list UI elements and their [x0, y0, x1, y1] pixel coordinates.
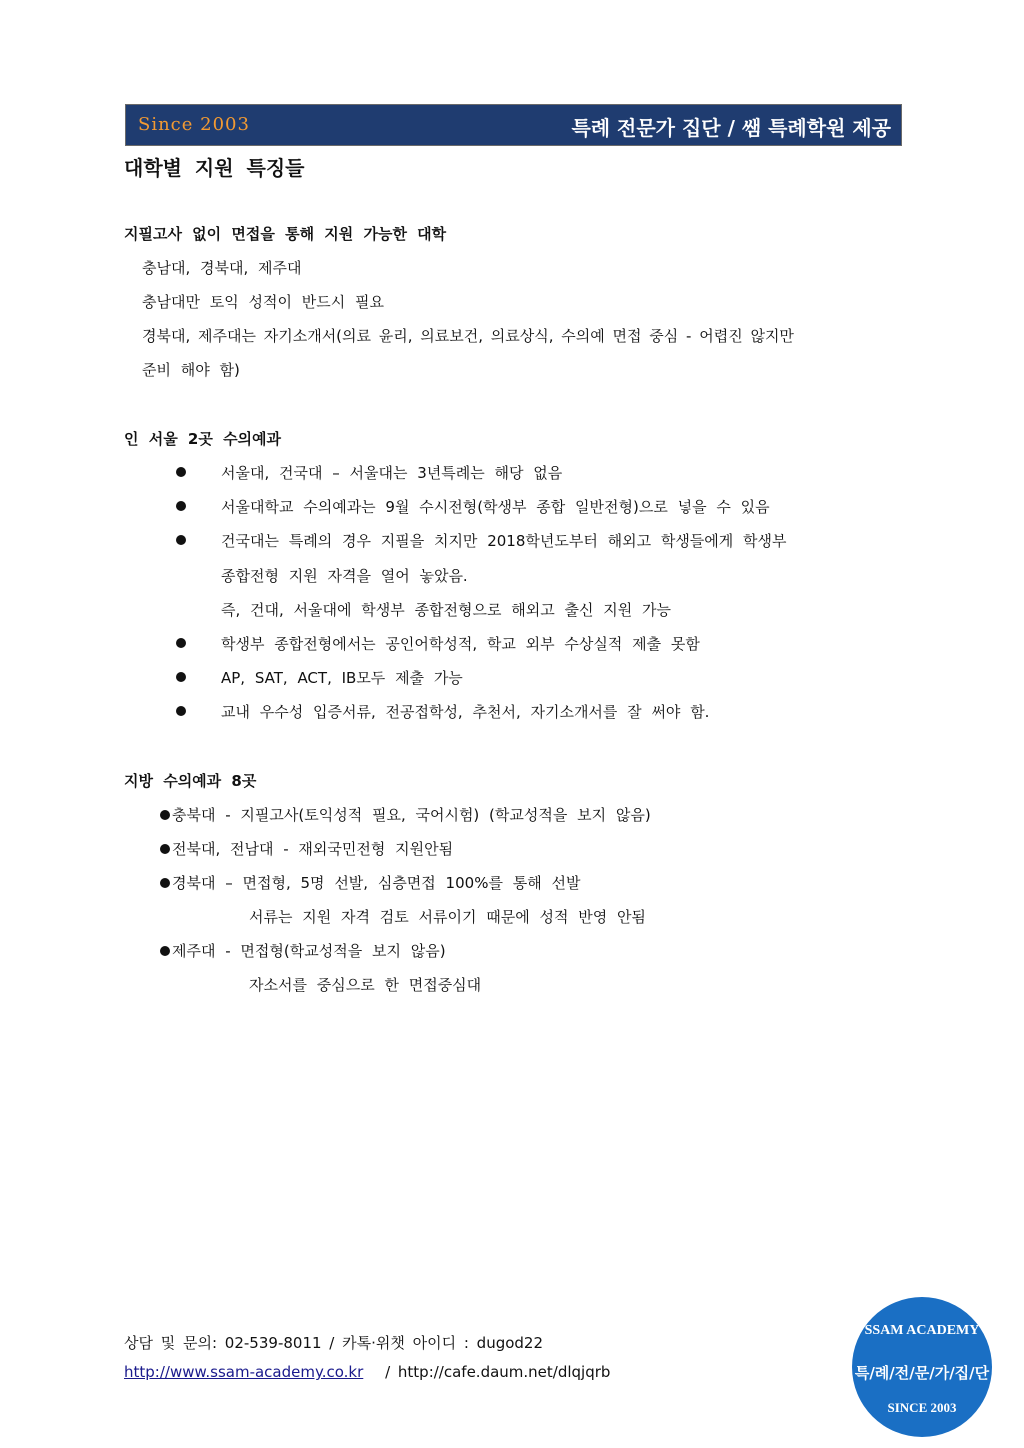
section-heading-seoul: 인 서울 2곳 수의예과	[124, 430, 282, 448]
logo-middle-text: 특/례/전/문/가/집/단	[854, 1364, 990, 1382]
list-item-text: 충북대 - 지필고사(토익성적 필요, 국어시험) (학교성적을 보지 않음)	[172, 806, 651, 824]
bullet-icon	[176, 535, 186, 545]
list-item: 충남대, 경북대, 제주대	[142, 259, 302, 277]
ssam-academy-logo	[851, 1296, 993, 1438]
list-item-text: 경북대 – 면접형, 5명 선발, 심층면접 100%를 통해 선발	[172, 874, 581, 892]
list-item: 학생부 종합전형에서는 공인어학성적, 학교 외부 수상실적 제출 못함	[221, 635, 700, 653]
list-item: 건국대는 특례의 경우 지필을 치지만 2018학년도부터 해외고 학생들에게 학생부	[221, 532, 787, 550]
header-banner	[125, 104, 902, 146]
section-heading-regional: 지방 수의예과 8곳	[124, 772, 257, 790]
bullet-icon	[160, 946, 170, 956]
banner-slogan: 특례 전문가 집단 / 쌤 특례학원 제공	[571, 116, 891, 140]
list-item-continuation: 서류는 지원 자격 검토 서류이기 때문에 성적 반영 안됨	[249, 908, 646, 926]
bullet-icon	[176, 501, 186, 511]
list-item-text: 전북대, 전남대 - 재외국민전형 지원안됨	[172, 840, 454, 858]
logo-bottom-text: SINCE 2003	[887, 1400, 957, 1415]
list-item: 준비 해야 함)	[142, 361, 240, 379]
list-item: 경북대, 제주대는 자기소개서(의료 윤리, 의료보건, 의료상식, 수의예 면접 중심 - 어렵진 않지만	[142, 327, 794, 345]
list-item-continuation: 종합전형 지원 자격을 열어 놓았음.	[221, 567, 468, 585]
page-title: 대학별 지원 특징들	[124, 156, 305, 180]
link-separator: /	[385, 1363, 391, 1381]
list-item: 충남대만 토익 성적이 반드시 필요	[142, 293, 384, 311]
list-item: 서울대학교 수의예과는 9월 수시전형(학생부 종합 일반전형)으로 넣을 수 있음	[221, 498, 770, 516]
list-item-continuation: 즉, 건대, 서울대에 학생부 종합전형으로 해외고 출신 지원 가능	[221, 601, 671, 619]
bullet-icon	[176, 467, 186, 477]
since-label: Since 2003	[138, 114, 250, 135]
bullet-icon	[176, 672, 186, 682]
bullet-icon	[160, 878, 170, 888]
list-item	[160, 804, 651, 825]
cafe-link[interactable]: http://cafe.daum.net/dlqjqrb	[397, 1363, 611, 1381]
section-heading-no-exam: 지필고사 없이 면접을 통해 지원 가능한 대학	[124, 225, 447, 243]
footer-links	[124, 1363, 610, 1381]
list-item: 교내 우수성 입증서류, 전공접학성, 추천서, 자기소개서를 잘 써야 함.	[221, 703, 710, 721]
bullet-icon	[160, 844, 170, 854]
list-item-text: 제주대 - 면접형(학교성적을 보지 않음)	[172, 942, 446, 960]
list-item-continuation: 자소서를 중심으로 한 면접중심대	[249, 976, 482, 994]
list-item	[160, 872, 580, 893]
website-link[interactable]: http://www.ssam-academy.co.kr	[124, 1363, 364, 1381]
list-item	[160, 838, 453, 859]
bullet-icon	[160, 810, 170, 820]
bullet-icon	[176, 706, 186, 716]
contact-info: 상담 및 문의: 02-539-8011 / 카톡·위챗 아이디 : dugod22	[124, 1334, 544, 1352]
list-item: 서울대, 건국대 – 서울대는 3년특례는 해당 없음	[221, 464, 563, 482]
logo-top-text: SSAM ACADEMY	[864, 1323, 980, 1338]
bullet-icon	[176, 638, 186, 648]
list-item: AP, SAT, ACT, IB모두 제출 가능	[221, 669, 463, 687]
list-item	[160, 940, 446, 961]
